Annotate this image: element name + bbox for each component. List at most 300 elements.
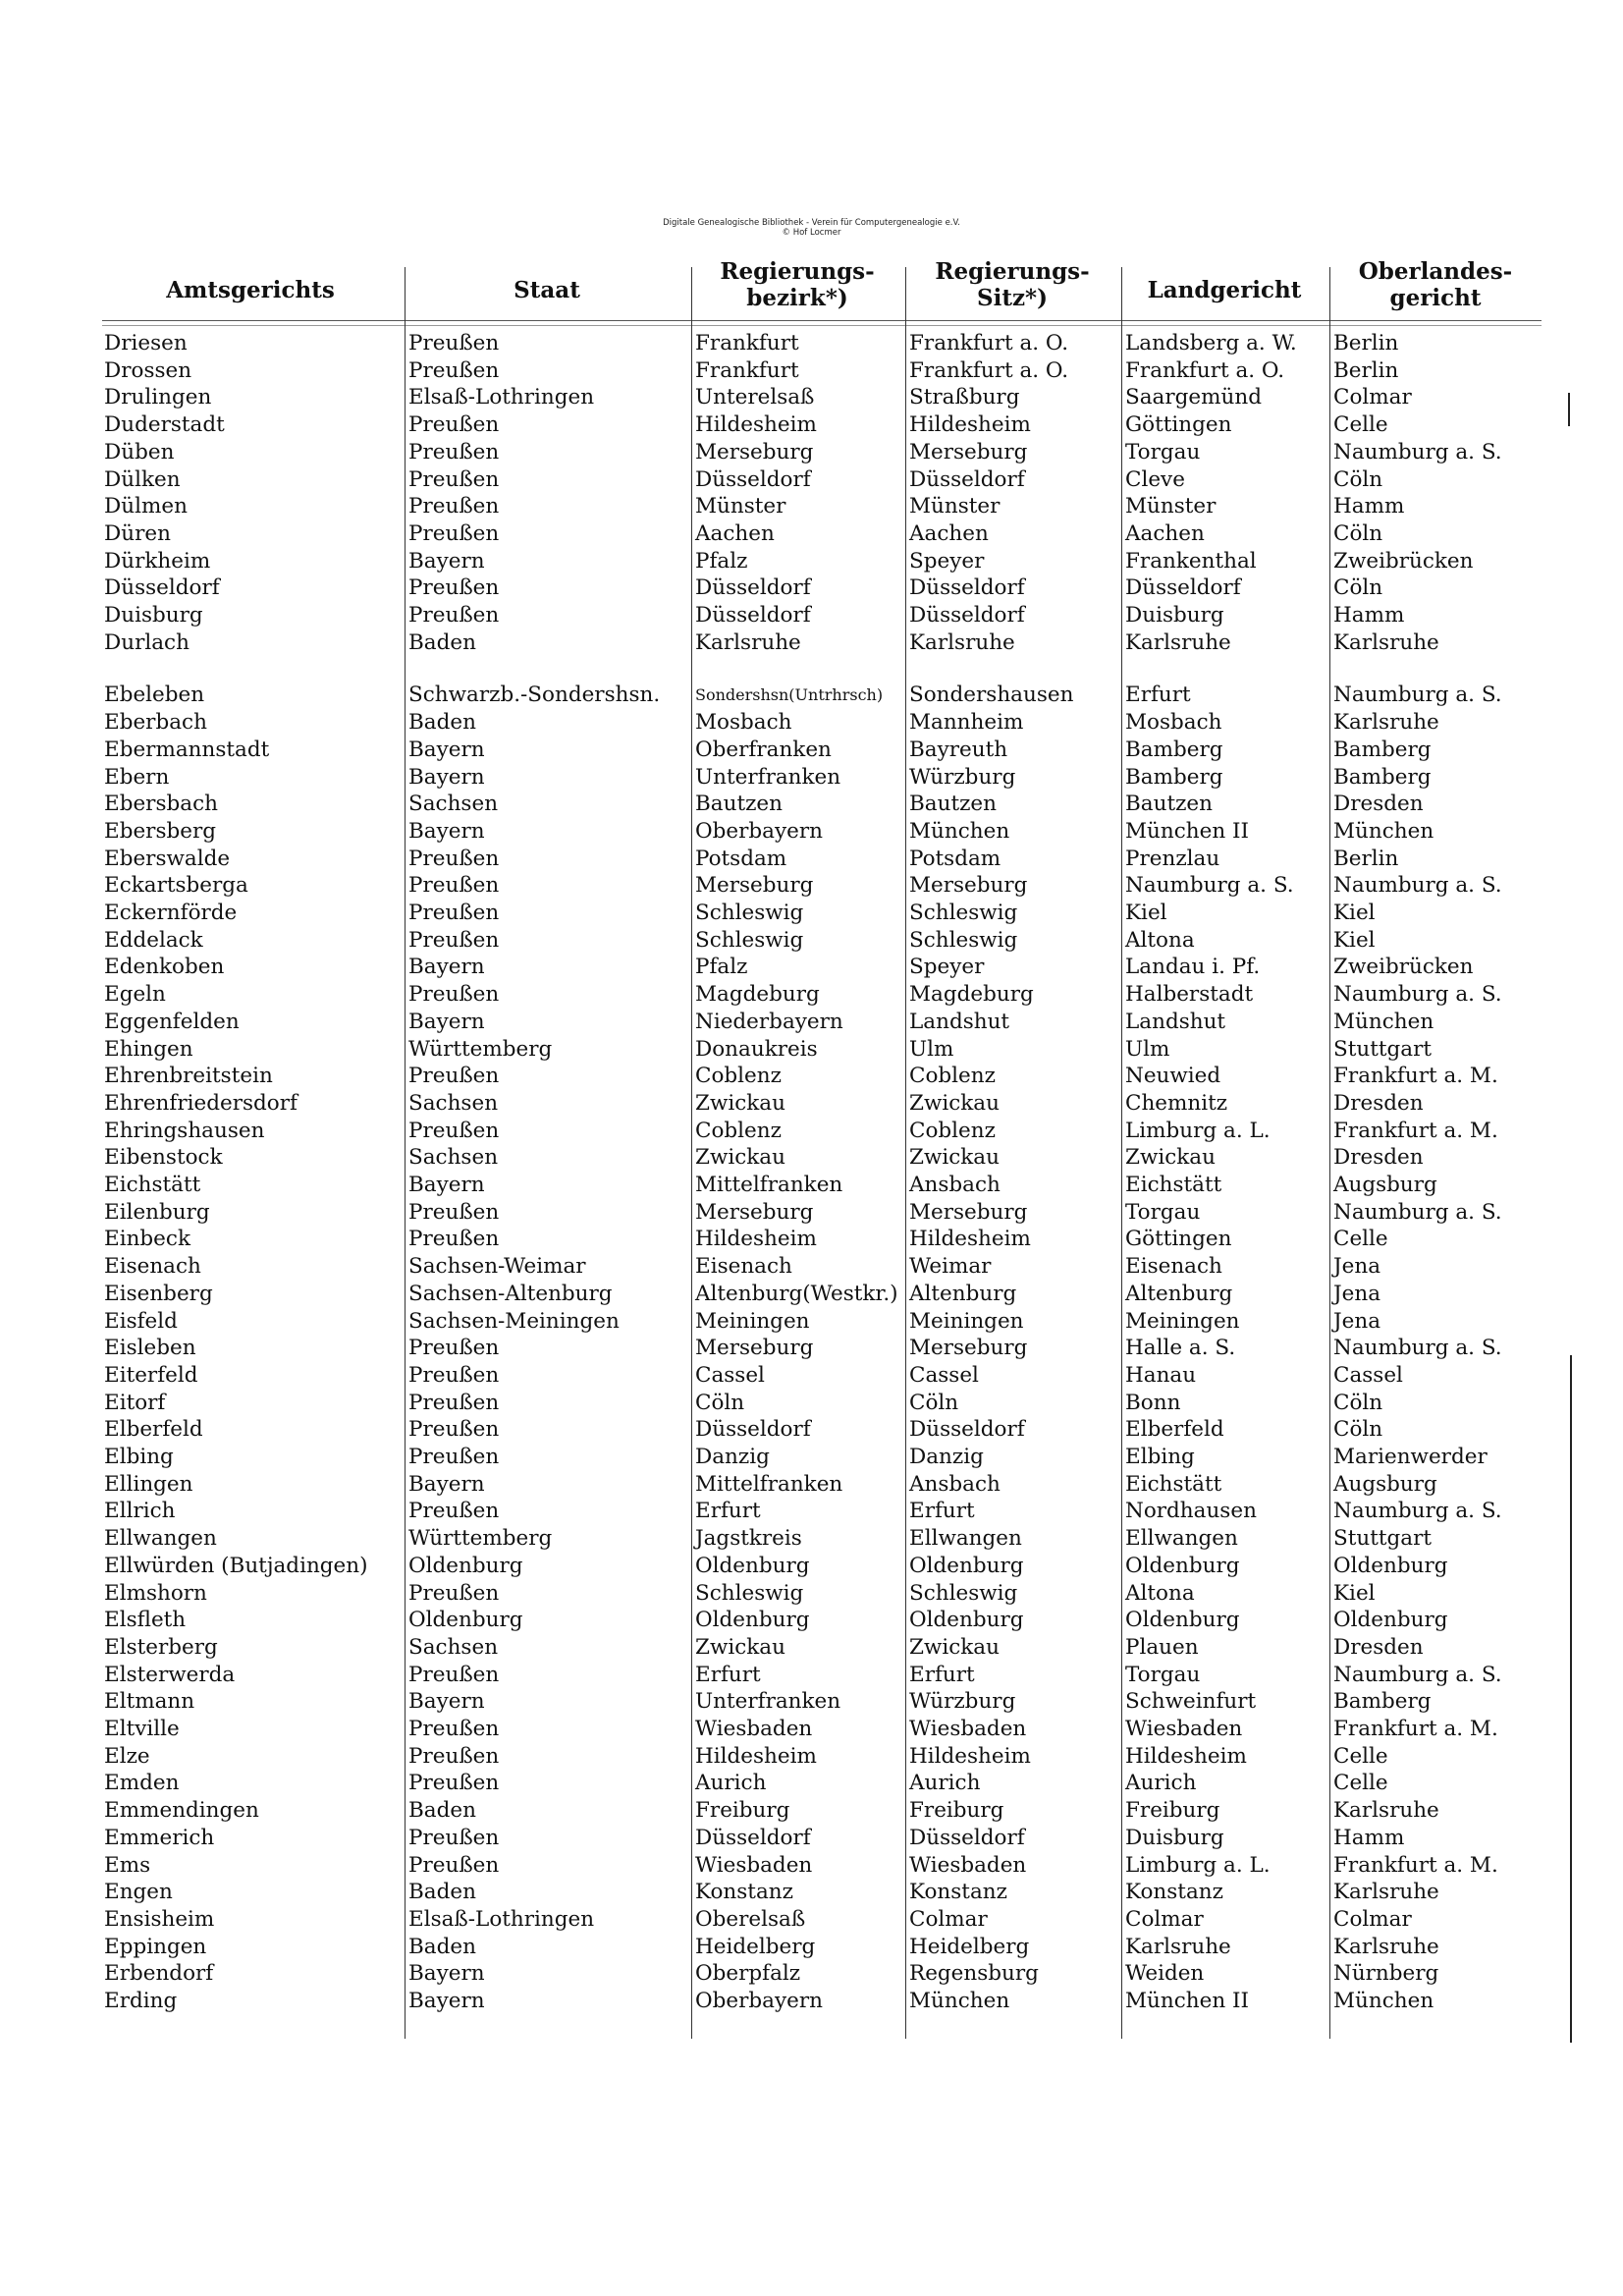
sitz-cell: Bayreuth xyxy=(909,737,1008,762)
bezirk-cell: Oberfranken xyxy=(695,737,832,762)
sitz-cell: Cassel xyxy=(909,1362,979,1388)
oberlandesgericht-cell: Marienwerder xyxy=(1333,1445,1488,1469)
oberlandesgericht-cell: Dresden xyxy=(1333,792,1424,817)
landgericht-cell: Bamberg xyxy=(1125,737,1223,762)
landgericht-cell: Mosbach xyxy=(1125,710,1222,736)
amtsgericht-cell: Eichstätt xyxy=(104,1173,201,1197)
sitz-cell: Würzburg xyxy=(909,1689,1016,1715)
amtsgericht-cell: Drossen xyxy=(104,357,192,383)
bezirk-cell: Konstanz xyxy=(695,1880,793,1905)
sitz-cell: Landshut xyxy=(909,1009,1010,1034)
staat-cell: Bayern xyxy=(408,764,485,790)
bezirk-cell: Frankfurt xyxy=(695,357,799,383)
sitz-cell: Ellwangen xyxy=(909,1526,1022,1552)
amtsgericht-cell: Eiterfeld xyxy=(104,1362,198,1388)
bezirk-cell: Unterfranken xyxy=(695,1689,841,1715)
bezirk-cell: Düsseldorf xyxy=(695,1417,811,1443)
staat-cell: Preußen xyxy=(408,331,500,355)
landgericht-cell: Ellwangen xyxy=(1125,1526,1238,1552)
oberlandesgericht-cell: Kiel xyxy=(1333,901,1376,925)
column-divider-3 xyxy=(905,267,906,2039)
sitz-cell: Oldenburg xyxy=(909,1553,1024,1578)
landgericht-cell: Aurich xyxy=(1125,1771,1197,1796)
staat-cell: Bayern xyxy=(408,1961,485,1987)
oberlandesgericht-cell: Cöln xyxy=(1333,1417,1383,1443)
amtsgericht-cell: Eberswalde xyxy=(104,846,231,871)
bezirk-cell: Schleswig xyxy=(695,901,804,925)
staat-cell: Schwarzb.-Sondershsn. xyxy=(408,683,661,708)
amtsgericht-cell: Ehrenbreitstein xyxy=(104,1064,273,1089)
oberlandesgericht-cell: Jena xyxy=(1333,1254,1381,1280)
oberlandesgericht-cell: Naumburg a. S. xyxy=(1333,873,1502,899)
staat-cell: Bayern xyxy=(408,1689,485,1715)
bezirk-cell: Freiburg xyxy=(695,1798,790,1824)
sitz-cell: Ansbach xyxy=(909,1173,1001,1197)
sitz-cell: Danzig xyxy=(909,1445,984,1469)
sitz-cell: Hildesheim xyxy=(909,1227,1031,1252)
oberlandesgericht-cell: Dresden xyxy=(1333,1145,1424,1171)
staat-cell: Preußen xyxy=(408,1227,500,1252)
bezirk-cell: Cöln xyxy=(695,1390,745,1415)
sitz-cell: Bautzen xyxy=(909,792,998,817)
amtsgericht-cell: Düsseldorf xyxy=(104,575,220,601)
sitz-cell: Meiningen xyxy=(909,1308,1024,1334)
oberlandesgericht-cell: Berlin xyxy=(1333,846,1399,871)
amtsgericht-cell: Eibenstock xyxy=(104,1145,223,1171)
sitz-cell: Freiburg xyxy=(909,1798,1004,1824)
bezirk-cell: Danzig xyxy=(695,1445,770,1469)
amtsgericht-cell: Emden xyxy=(104,1771,180,1796)
landgericht-cell: Plauen xyxy=(1125,1634,1199,1660)
landgericht-cell: Münster xyxy=(1125,494,1217,519)
column-divider-1 xyxy=(405,267,406,2039)
oberlandesgericht-cell: Celle xyxy=(1333,412,1388,438)
landgericht-cell: Bautzen xyxy=(1125,792,1214,817)
oberlandesgericht-cell: Celle xyxy=(1333,1743,1388,1769)
header-amtsgericht xyxy=(98,257,403,322)
amtsgericht-cell: Ellwürden (Butjadingen) xyxy=(104,1553,368,1578)
header-oberlandesgericht xyxy=(1329,257,1542,322)
staat-cell: Preußen xyxy=(408,846,500,871)
sitz-cell: Erfurt xyxy=(909,1662,975,1687)
staat-cell: Preußen xyxy=(408,873,500,899)
sitz-cell: Cöln xyxy=(909,1390,959,1415)
amtsgericht-cell: Eisleben xyxy=(104,1336,196,1361)
sitz-cell: Sondershausen xyxy=(909,683,1074,708)
staat-cell: Preußen xyxy=(408,927,500,953)
staat-cell: Bayern xyxy=(408,818,485,844)
header-divider-thin xyxy=(102,325,1542,326)
oberlandesgericht-cell: Berlin xyxy=(1333,331,1399,355)
staat-cell: Preußen xyxy=(408,982,500,1008)
landgericht-cell: Elbing xyxy=(1125,1445,1195,1469)
landgericht-cell: Colmar xyxy=(1125,1906,1204,1932)
oberlandesgericht-cell: Colmar xyxy=(1333,1906,1412,1932)
amtsgericht-cell: Duisburg xyxy=(104,603,203,628)
landgericht-cell: Meiningen xyxy=(1125,1308,1240,1334)
oberlandesgericht-cell: Kiel xyxy=(1333,1580,1376,1606)
sitz-cell: Karlsruhe xyxy=(909,629,1015,655)
oberlandesgericht-cell: Oldenburg xyxy=(1333,1608,1448,1633)
oberlandesgericht-cell: Berlin xyxy=(1333,357,1399,383)
staat-cell: Preußen xyxy=(408,1390,500,1415)
header-bezirk-label: bezirk*) xyxy=(746,285,848,311)
landgericht-cell: Torgau xyxy=(1125,439,1201,465)
sitz-cell: Oldenburg xyxy=(909,1608,1024,1633)
oberlandesgericht-cell: Frankfurt a. M. xyxy=(1333,1118,1498,1143)
sitz-cell: Düsseldorf xyxy=(909,603,1025,628)
amtsgericht-cell: Dürkheim xyxy=(104,548,211,574)
staat-cell: Bayern xyxy=(408,548,485,574)
staat-cell: Preußen xyxy=(408,1118,500,1143)
landgericht-cell: Elberfeld xyxy=(1125,1417,1224,1443)
bezirk-cell: Schleswig xyxy=(695,927,804,953)
amtsgericht-cell: Eckartsberga xyxy=(104,873,248,899)
landgericht-cell: Prenzlau xyxy=(1125,846,1220,871)
landgericht-cell: Landshut xyxy=(1125,1009,1226,1034)
staat-cell: Preußen xyxy=(408,1662,500,1687)
landgericht-cell: Cleve xyxy=(1125,466,1185,492)
bezirk-cell: Eisenach xyxy=(695,1254,792,1280)
oberlandesgericht-cell: Kiel xyxy=(1333,927,1376,953)
amtsgericht-cell: Eberbach xyxy=(104,710,207,736)
oberlandesgericht-cell: München xyxy=(1333,818,1434,844)
bezirk-cell: Zwickau xyxy=(695,1145,785,1171)
staat-cell: Sachsen xyxy=(408,792,499,817)
bezirk-cell: Jagstkreis xyxy=(695,1526,802,1552)
staat-cell: Oldenburg xyxy=(408,1608,523,1633)
sitz-cell: Colmar xyxy=(909,1906,988,1932)
sitz-cell: München xyxy=(909,818,1010,844)
bezirk-cell: Unterelsaß xyxy=(695,385,815,410)
column-divider-4 xyxy=(1121,267,1122,2039)
bezirk-cell: Magdeburg xyxy=(695,982,820,1008)
header-bezirk xyxy=(691,257,903,322)
amtsgericht-cell: Eisenberg xyxy=(104,1281,213,1306)
landgericht-cell: Aachen xyxy=(1125,520,1205,546)
staat-cell: Preußen xyxy=(408,1717,500,1741)
staat-cell: Sachsen xyxy=(408,1634,499,1660)
oberlandesgericht-cell: Cassel xyxy=(1333,1362,1403,1388)
oberlandesgericht-cell: Karlsruhe xyxy=(1333,1880,1439,1905)
amtsgericht-cell: Emmendingen xyxy=(104,1798,259,1824)
header-olg-top: Oberlandes- xyxy=(1358,258,1513,285)
bezirk-cell: Pfalz xyxy=(695,548,748,574)
oberlandesgericht-cell: Oldenburg xyxy=(1333,1553,1448,1578)
sitz-cell: Wiesbaden xyxy=(909,1717,1027,1741)
bezirk-cell: Coblenz xyxy=(695,1118,782,1143)
oberlandesgericht-cell: Naumburg a. S. xyxy=(1333,1336,1502,1361)
staat-cell: Baden xyxy=(408,1934,476,1959)
bezirk-cell: Merseburg xyxy=(695,1336,814,1361)
sitz-cell: Coblenz xyxy=(909,1064,996,1089)
landgericht-cell: Halberstadt xyxy=(1125,982,1254,1008)
bezirk-cell: Oldenburg xyxy=(695,1608,810,1633)
oberlandesgericht-cell: Karlsruhe xyxy=(1333,1934,1439,1959)
sitz-cell: Münster xyxy=(909,494,1001,519)
landgericht-cell: Eichstätt xyxy=(1125,1173,1222,1197)
bezirk-cell: Karlsruhe xyxy=(695,629,801,655)
header-divider xyxy=(102,320,1542,321)
bezirk-cell: Frankfurt xyxy=(695,331,799,355)
bezirk-cell: Düsseldorf xyxy=(695,575,811,601)
amtsgericht-cell: Edenkoben xyxy=(104,955,225,980)
sitz-cell: Heidelberg xyxy=(909,1934,1030,1959)
oberlandesgericht-cell: Jena xyxy=(1333,1308,1381,1334)
amtsgericht-cell: Elze xyxy=(104,1743,150,1769)
amtsgericht-cell: Ellrich xyxy=(104,1499,176,1524)
watermark-line-1: Digitale Genealogische Bibliothek - Verein für Computergenealogie e.V. xyxy=(663,218,960,228)
amtsgericht-cell: Egeln xyxy=(104,982,166,1008)
sitz-cell: München xyxy=(909,1989,1010,2013)
oberlandesgericht-cell: Bamberg xyxy=(1333,737,1432,762)
header-landgericht-label: Landgericht xyxy=(1147,276,1302,303)
landgericht-cell: München II xyxy=(1125,818,1249,844)
landgericht-cell: Altona xyxy=(1125,927,1195,953)
oberlandesgericht-cell: Nürnberg xyxy=(1333,1961,1439,1987)
oberlandesgericht-cell: Frankfurt a. M. xyxy=(1333,1852,1498,1878)
oberlandesgericht-cell: Naumburg a. S. xyxy=(1333,982,1502,1008)
amtsgericht-cell: Dülmen xyxy=(104,494,188,519)
bezirk-cell: Hildesheim xyxy=(695,1743,817,1769)
bezirk-cell: Merseburg xyxy=(695,1199,814,1225)
landgericht-cell: Oldenburg xyxy=(1125,1553,1240,1578)
sitz-cell: Altenburg xyxy=(909,1281,1017,1306)
amtsgericht-cell: Dülken xyxy=(104,466,181,492)
landgericht-cell: Göttingen xyxy=(1125,1227,1232,1252)
staat-cell: Baden xyxy=(408,1880,476,1905)
amtsgericht-cell: Duderstadt xyxy=(104,412,225,438)
sitz-cell: Hildesheim xyxy=(909,412,1031,438)
landgericht-cell: Konstanz xyxy=(1125,1880,1223,1905)
sitz-cell: Schleswig xyxy=(909,1580,1018,1606)
oberlandesgericht-cell: Naumburg a. S. xyxy=(1333,1199,1502,1225)
staat-cell: Württemberg xyxy=(408,1526,553,1552)
staat-cell: Preußen xyxy=(408,1499,500,1524)
sitz-cell: Frankfurt a. O. xyxy=(909,331,1069,355)
header-sitz-top: Regierungs- xyxy=(935,258,1090,285)
bezirk-cell: Düsseldorf xyxy=(695,603,811,628)
bezirk-cell: Unterfranken xyxy=(695,764,841,790)
amtsgericht-cell: Elsterwerda xyxy=(104,1662,236,1687)
landgericht-cell: Frankenthal xyxy=(1125,548,1257,574)
bezirk-cell: Münster xyxy=(695,494,786,519)
bezirk-cell: Zwickau xyxy=(695,1090,785,1116)
bezirk-cell: Hildesheim xyxy=(695,412,817,438)
staat-cell: Bayern xyxy=(408,955,485,980)
bezirk-cell: Düsseldorf xyxy=(695,1825,811,1850)
bezirk-cell: Aurich xyxy=(695,1771,767,1796)
oberlandesgericht-cell: Karlsruhe xyxy=(1333,710,1439,736)
bezirk-cell: Sondershsn(Untrhrsch) xyxy=(695,685,884,705)
bezirk-cell: Bautzen xyxy=(695,792,784,817)
sitz-cell: Wiesbaden xyxy=(909,1852,1027,1878)
oberlandesgericht-cell: Hamm xyxy=(1333,494,1405,519)
bezirk-cell: Merseburg xyxy=(695,873,814,899)
landgericht-cell: München II xyxy=(1125,1989,1249,2013)
amtsgericht-cell: Ebeleben xyxy=(104,683,205,708)
amtsgericht-cell: Ehingen xyxy=(104,1036,193,1062)
landgericht-cell: Neuwied xyxy=(1125,1064,1221,1089)
staat-cell: Preußen xyxy=(408,575,500,601)
oberlandesgericht-cell: München xyxy=(1333,1009,1434,1034)
header-staat xyxy=(405,257,689,322)
amtsgericht-cell: Eisenach xyxy=(104,1254,201,1280)
landgericht-cell: Altenburg xyxy=(1125,1281,1233,1306)
table-header xyxy=(98,257,1542,322)
oberlandesgericht-cell: Hamm xyxy=(1333,1825,1405,1850)
amtsgericht-cell: Ensisheim xyxy=(104,1906,215,1932)
staat-cell: Oldenburg xyxy=(408,1553,523,1578)
oberlandesgericht-cell: München xyxy=(1333,1989,1434,2013)
staat-cell: Württemberg xyxy=(408,1036,553,1062)
sitz-cell: Speyer xyxy=(909,955,985,980)
sitz-cell: Speyer xyxy=(909,548,985,574)
oberlandesgericht-cell: Zweibrücken xyxy=(1333,955,1474,980)
landgericht-cell: Frankfurt a. O. xyxy=(1125,357,1285,383)
amtsgericht-cell: Eitorf xyxy=(104,1390,166,1415)
amtsgericht-cell: Elbing xyxy=(104,1445,174,1469)
landgericht-cell: Ulm xyxy=(1125,1036,1170,1062)
sitz-cell: Würzburg xyxy=(909,764,1016,790)
landgericht-cell: Wiesbaden xyxy=(1125,1717,1243,1741)
staat-cell: Preußen xyxy=(408,901,500,925)
staat-cell: Preußen xyxy=(408,466,500,492)
amtsgericht-cell: Driesen xyxy=(104,331,188,355)
sitz-cell: Erfurt xyxy=(909,1499,975,1524)
staat-cell: Preußen xyxy=(408,520,500,546)
sitz-cell: Aachen xyxy=(909,520,989,546)
landgericht-cell: Hildesheim xyxy=(1125,1743,1247,1769)
staat-cell: Preußen xyxy=(408,412,500,438)
staat-cell: Bayern xyxy=(408,1989,485,2013)
amtsgericht-cell: Elsfleth xyxy=(104,1608,187,1633)
page-edge-mark xyxy=(1568,393,1570,426)
landgericht-cell: Torgau xyxy=(1125,1662,1201,1687)
bezirk-cell: Donaukreis xyxy=(695,1036,818,1062)
oberlandesgericht-cell: Bamberg xyxy=(1333,764,1432,790)
staat-cell: Baden xyxy=(408,710,476,736)
oberlandesgericht-cell: Augsburg xyxy=(1333,1471,1437,1497)
landgericht-cell: Oldenburg xyxy=(1125,1608,1240,1633)
amtsgericht-cell: Eppingen xyxy=(104,1934,207,1959)
landgericht-cell: Landau i. Pf. xyxy=(1125,955,1261,980)
bezirk-cell: Potsdam xyxy=(695,846,787,871)
amtsgericht-cell: Eddelack xyxy=(104,927,203,953)
sitz-cell: Ulm xyxy=(909,1036,954,1062)
staat-cell: Bayern xyxy=(408,1173,485,1197)
bezirk-cell: Schleswig xyxy=(695,1580,804,1606)
sitz-cell: Zwickau xyxy=(909,1090,1000,1116)
sitz-cell: Schleswig xyxy=(909,927,1018,953)
page-edge-line xyxy=(1570,1355,1572,2043)
amtsgericht-cell: Ehringshausen xyxy=(104,1118,265,1143)
sitz-cell: Hildesheim xyxy=(909,1743,1031,1769)
landgericht-cell: Hanau xyxy=(1125,1362,1197,1388)
bezirk-cell: Hildesheim xyxy=(695,1227,817,1252)
landgericht-cell: Naumburg a. S. xyxy=(1125,873,1294,899)
amtsgericht-cell: Elsterberg xyxy=(104,1634,218,1660)
sitz-cell: Coblenz xyxy=(909,1118,996,1143)
oberlandesgericht-cell: Colmar xyxy=(1333,385,1412,410)
amtsgericht-cell: Eckernförde xyxy=(104,901,238,925)
amtsgericht-cell: Ems xyxy=(104,1852,151,1878)
sitz-cell: Merseburg xyxy=(909,1336,1028,1361)
sitz-cell: Ansbach xyxy=(909,1471,1001,1497)
landgericht-cell: Erfurt xyxy=(1125,683,1191,708)
amtsgericht-cell: Emmerich xyxy=(104,1825,215,1850)
sitz-cell: Magdeburg xyxy=(909,982,1034,1008)
bezirk-cell: Oberelsaß xyxy=(695,1906,806,1932)
column-divider-5 xyxy=(1329,267,1330,2039)
staat-cell: Sachsen-Altenburg xyxy=(408,1281,613,1306)
landgericht-cell: Schweinfurt xyxy=(1125,1689,1257,1715)
header-sitz xyxy=(905,257,1119,322)
landgericht-cell: Bonn xyxy=(1125,1390,1181,1415)
landgericht-cell: Weiden xyxy=(1125,1961,1205,1987)
bezirk-cell: Niederbayern xyxy=(695,1009,843,1034)
oberlandesgericht-cell: Dresden xyxy=(1333,1634,1424,1660)
watermark-line-2: © Hof Locmer xyxy=(782,228,841,238)
sitz-cell: Zwickau xyxy=(909,1145,1000,1171)
oberlandesgericht-cell: Karlsruhe xyxy=(1333,1798,1439,1824)
staat-cell: Preußen xyxy=(408,1580,500,1606)
sitz-cell: Merseburg xyxy=(909,1199,1028,1225)
landgericht-cell: Landsberg a. W. xyxy=(1125,331,1297,355)
amtsgericht-cell: Ebern xyxy=(104,764,170,790)
bezirk-cell: Düsseldorf xyxy=(695,466,811,492)
landgericht-cell: Karlsruhe xyxy=(1125,1934,1231,1959)
header-landgericht xyxy=(1121,257,1327,322)
landgericht-cell: Duisburg xyxy=(1125,603,1224,628)
landgericht-cell: Karlsruhe xyxy=(1125,629,1231,655)
staat-cell: Preußen xyxy=(408,1771,500,1796)
landgericht-cell: Saargemünd xyxy=(1125,385,1262,410)
landgericht-cell: Göttingen xyxy=(1125,412,1232,438)
bezirk-cell: Cassel xyxy=(695,1362,765,1388)
staat-cell: Preußen xyxy=(408,1362,500,1388)
oberlandesgericht-cell: Cöln xyxy=(1333,520,1383,546)
oberlandesgericht-cell: Celle xyxy=(1333,1771,1388,1796)
oberlandesgericht-cell: Dresden xyxy=(1333,1090,1424,1116)
amtsgericht-cell: Eggenfelden xyxy=(104,1009,240,1034)
bezirk-cell: Oldenburg xyxy=(695,1553,810,1578)
staat-cell: Preußen xyxy=(408,1743,500,1769)
oberlandesgericht-cell: Celle xyxy=(1333,1227,1388,1252)
header-amtsgericht-label: Amtsgerichts xyxy=(166,276,335,303)
oberlandesgericht-cell: Cöln xyxy=(1333,575,1383,601)
bezirk-cell: Heidelberg xyxy=(695,1934,816,1959)
staat-cell: Elsaß-Lothringen xyxy=(408,1906,595,1932)
bezirk-cell: Meiningen xyxy=(695,1308,810,1334)
amtsgericht-cell: Erding xyxy=(104,1989,178,2013)
oberlandesgericht-cell: Naumburg a. S. xyxy=(1333,1662,1502,1687)
sitz-cell: Konstanz xyxy=(909,1880,1007,1905)
staat-cell: Bayern xyxy=(408,737,485,762)
sitz-cell: Straßburg xyxy=(909,385,1020,410)
header-staat-label: Staat xyxy=(514,276,580,303)
bezirk-cell: Wiesbaden xyxy=(695,1852,813,1878)
amtsgericht-cell: Ellingen xyxy=(104,1471,193,1497)
amtsgericht-cell: Ebersbach xyxy=(104,792,218,817)
amtsgericht-cell: Elberfeld xyxy=(104,1417,203,1443)
staat-cell: Preußen xyxy=(408,1417,500,1443)
amtsgericht-cell: Einbeck xyxy=(104,1227,190,1252)
amtsgericht-cell: Ebersberg xyxy=(104,818,217,844)
oberlandesgericht-cell: Frankfurt a. M. xyxy=(1333,1717,1498,1741)
sitz-cell: Potsdam xyxy=(909,846,1001,871)
oberlandesgericht-cell: Frankfurt a. M. xyxy=(1333,1064,1498,1089)
